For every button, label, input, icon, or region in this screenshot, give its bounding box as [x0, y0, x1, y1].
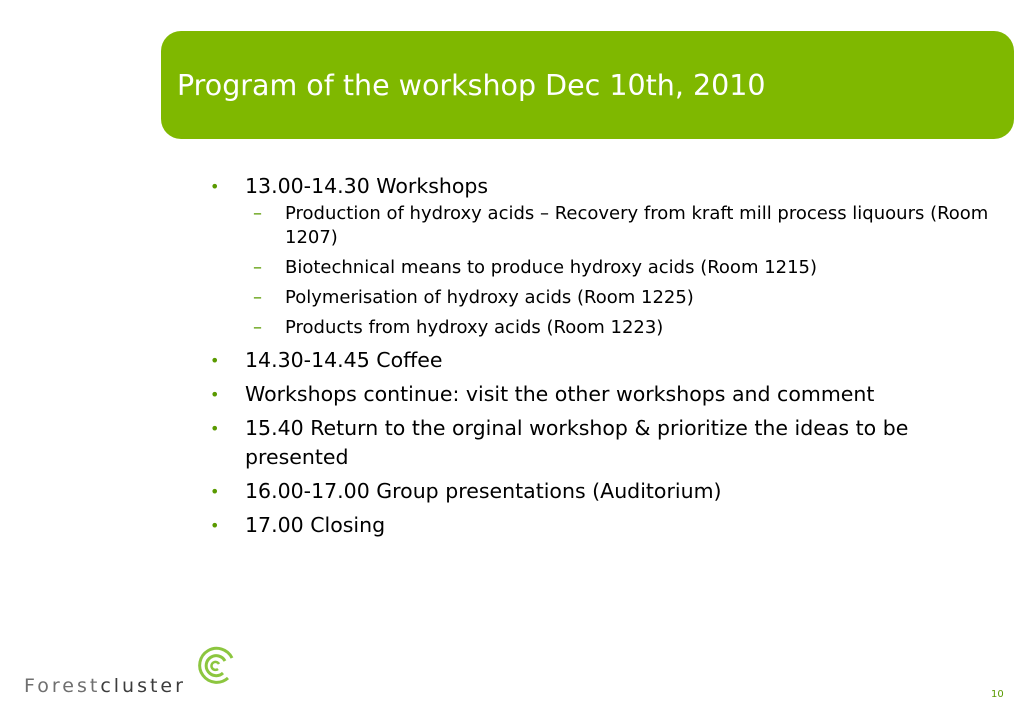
agenda-item-text: 16.00-17.00 Group presentations (Auditorium) — [245, 479, 722, 503]
agenda-subitem — [245, 202, 998, 250]
bullet-icon: • — [210, 385, 220, 404]
agenda-item-text: 13.00-14.30 Workshops — [245, 174, 489, 198]
page-number: 10 — [991, 689, 1004, 700]
concentric-arcs-icon — [190, 644, 240, 690]
logo-wordmark-part2: cluster — [100, 675, 186, 697]
bullet-icon: • — [210, 177, 220, 196]
slide-title: Program of the workshop Dec 10th, 2010 — [177, 69, 766, 102]
agenda-subitem — [245, 316, 998, 340]
dash-icon: – — [253, 203, 262, 224]
agenda-subitem — [245, 256, 998, 280]
agenda-item — [208, 346, 998, 375]
agenda-subitem-text: Production of hydroxy acids – Recovery from kraft mill process liquours (Room 1207) — [285, 203, 989, 248]
title-bar — [161, 31, 1014, 139]
agenda-item-text: 15.40 Return to the orginal workshop & prioritize the ideas to be presented — [245, 416, 909, 469]
agenda-item-text: 17.00 Closing — [245, 513, 386, 537]
agenda-subitem — [245, 286, 998, 310]
forestcluster-logo — [24, 644, 244, 696]
agenda-item — [208, 380, 998, 409]
agenda-item-text: Workshops continue: visit the other workshops and comment — [245, 382, 875, 406]
agenda-subitem-text: Polymerisation of hydroxy acids (Room 1225) — [285, 287, 694, 308]
bullet-icon: • — [210, 482, 220, 501]
agenda-item — [208, 511, 998, 540]
agenda-subitem-text: Products from hydroxy acids (Room 1223) — [285, 317, 664, 338]
dash-icon: – — [253, 287, 262, 308]
agenda-item — [208, 414, 998, 472]
dash-icon: – — [253, 317, 262, 338]
agenda-subitems — [245, 202, 998, 340]
agenda-item — [208, 477, 998, 506]
logo-wordmark-part1: Forest — [24, 675, 101, 697]
agenda-item — [208, 172, 998, 340]
bullet-icon: • — [210, 516, 220, 535]
logo-wordmark — [24, 675, 186, 697]
bullet-icon: • — [210, 419, 220, 438]
slide-content — [208, 172, 998, 545]
dash-icon: – — [253, 257, 262, 278]
agenda-list — [208, 172, 998, 540]
bullet-icon: • — [210, 351, 220, 370]
agenda-item-text: 14.30-14.45 Coffee — [245, 348, 443, 372]
agenda-subitem-text: Biotechnical means to produce hydroxy acids (Room 1215) — [285, 257, 818, 278]
